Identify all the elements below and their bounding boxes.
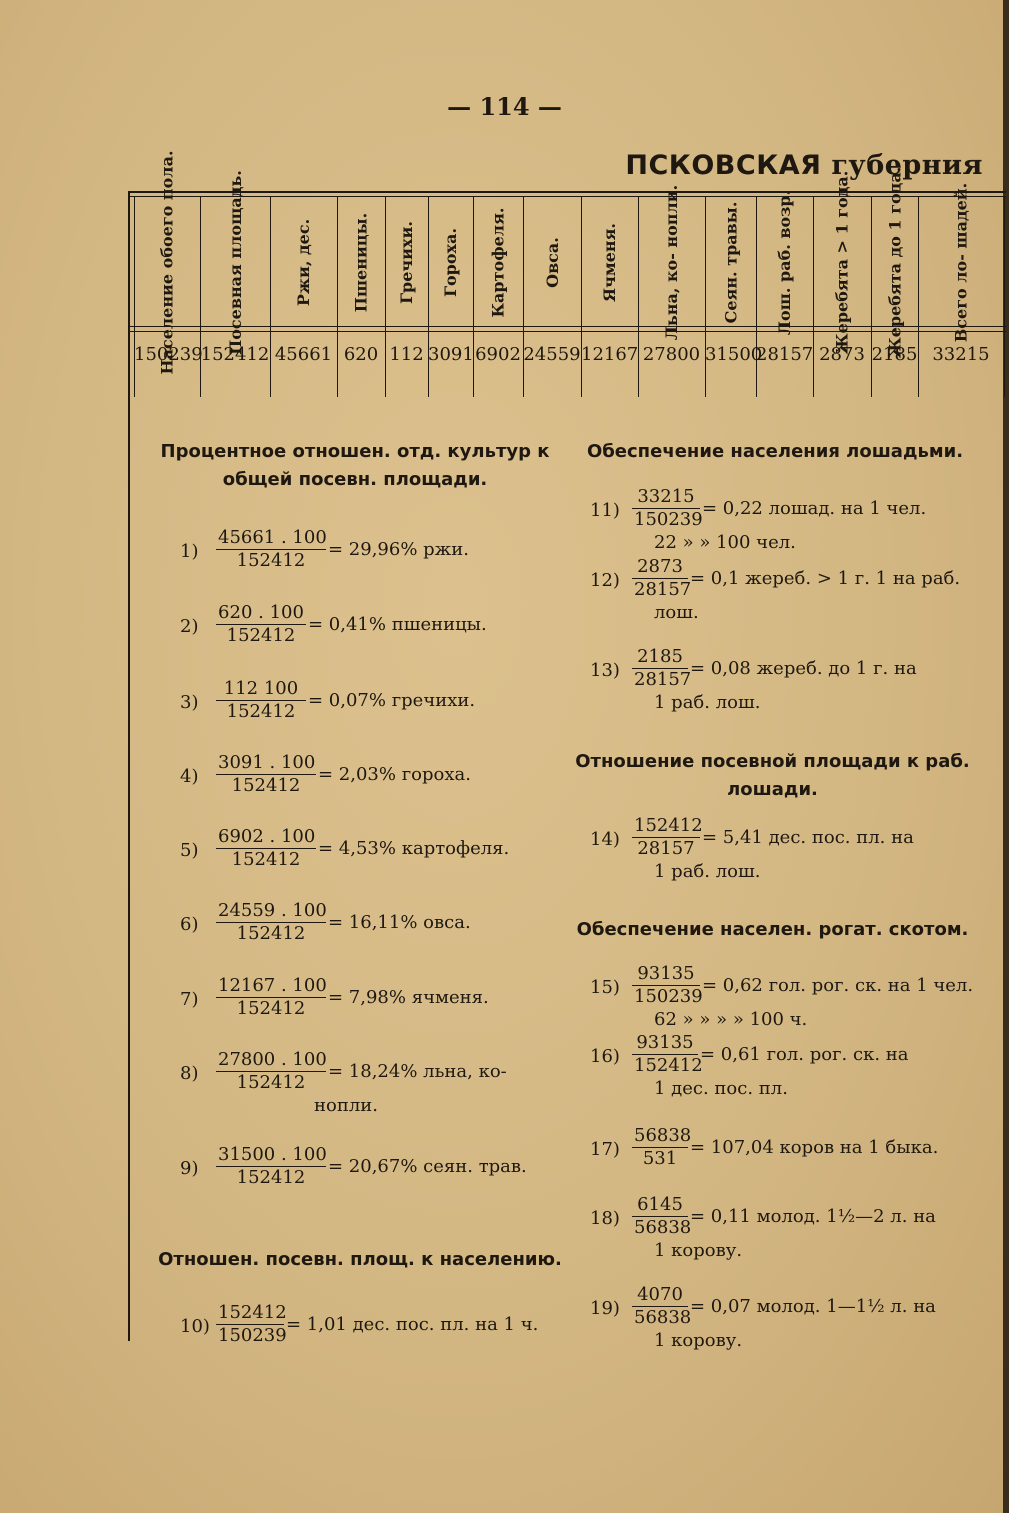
formula-result-continued: нопли. [314,1095,378,1116]
table-value-cell: 152412 [200,344,270,365]
fraction-numerator: 33215 [632,486,700,509]
fraction-denominator: 152412 [226,625,296,646]
table-value-cell: 24559 [523,344,581,365]
table-header-cell [385,201,428,323]
table-header-cell [756,189,813,335]
formula-result: = 2,03% гороха. [318,764,471,785]
formula-result-continued: 1 раб. лош. [654,861,761,882]
fraction-numerator: 152412 [218,1302,287,1323]
fraction [216,678,306,723]
section-heading-area-per-horse: Отношение посевной площади к раб. лошади. [575,751,970,800]
fraction [216,1302,287,1347]
province-suffix: губерния [831,150,983,181]
fraction-numerator: 93135 [632,1032,698,1055]
fraction [216,527,326,572]
table-value-cell: 6902 [475,344,521,365]
table-rule [128,191,1006,193]
formula-number: 19) [590,1298,620,1319]
fraction-denominator: 28157 [634,669,692,690]
table-header-label: Гречихи. [397,220,416,304]
formula-result: = 0,22 лошад. на 1 чел. [702,498,927,519]
fraction-numerator: 2873 [632,556,688,579]
page-number: — 114 — [447,92,562,121]
table-rule [128,196,1006,197]
table-header-label: Ячменя. [600,222,619,302]
table-header-cell [428,201,473,323]
table-header-cell [337,201,385,323]
table-header-cell [918,182,1004,342]
formula-result: = 20,67% сеян. трав. [328,1156,527,1177]
table-header-label: Жеребята до 1 года. [885,166,905,358]
formula-number: 3) [180,692,199,713]
table-header-cell [638,184,705,340]
fraction-numerator: 620 . 100 [216,602,306,625]
table-header-cell [705,201,756,323]
fraction-numerator: 27800 . 100 [218,1049,327,1070]
formula-number: 10) [180,1316,210,1337]
table-value-cell: 28157 [756,344,814,365]
table-rule [128,326,1006,327]
table-header-cell [270,201,337,323]
fraction [216,1144,326,1189]
table-column-rule [1004,197,1005,397]
table-header-label: Ржи, дес. [294,218,314,306]
formula-result: = 107,04 коров на 1 быка. [690,1137,939,1158]
fraction-numerator: 2185 [632,646,688,669]
formula-result: = 4,53% картофеля. [318,838,510,859]
table-value-cell: 45661 [274,344,333,365]
formula-result: = 29,96% ржи. [328,539,469,560]
table-header-cell [523,201,581,323]
province-title [625,150,983,181]
formula-result: = 18,24% льна, ко- [328,1061,507,1082]
formula-result-continued: 1 корову. [654,1240,743,1261]
fraction-denominator: 28157 [637,838,695,859]
fraction-numerator: 31500 . 100 [218,1144,327,1165]
table-value-cell: 150239 [134,344,203,365]
fraction-numerator: 12167 . 100 [218,975,327,996]
fraction-denominator: 152412 [236,550,306,571]
fraction-numerator: 6902 . 100 [218,826,316,847]
table-header-label: Жеребята > 1 года. [832,170,852,354]
table-value-cell: 112 [389,344,424,365]
fraction-numerator: 45661 . 100 [218,527,327,548]
fraction [632,1284,692,1329]
fraction-numerator: 3091 . 100 [218,752,316,773]
fraction-denominator: 152412 [226,701,296,722]
formula-result-continued: 1 корову. [654,1330,743,1351]
formula-result-continued: 62 » » » » 100 ч. [654,1009,808,1030]
fraction [632,646,692,691]
fraction-denominator: 152412 [236,923,306,944]
formula-result: = 0,41% пшеницы. [308,614,487,635]
formula-result-continued: лош. [654,602,699,623]
fraction-denominator: 150239 [634,509,703,530]
fraction-numerator: 152412 [634,815,703,836]
formula-number: 16) [590,1046,620,1067]
fraction-numerator: 4070 [632,1284,688,1307]
table-header-label: Всего ло- шадей. [951,182,971,342]
table-value-cell: 2873 [819,344,865,365]
fraction-numerator: 6145 [632,1194,688,1217]
formula-result: = 0,1 жереб. > 1 г. 1 на раб. [690,568,961,589]
formula-result: = 0,61 гол. рог. ск. на [700,1044,909,1065]
section-heading-horses: Обеспечение населения лошадьми. [586,441,964,462]
table-header-label: Пшеницы. [351,212,371,312]
section-heading-population: Отношен. посевн. площ. к населению. [158,1249,562,1270]
formula-number: 6) [180,914,199,935]
table-value-cell: 620 [343,344,379,365]
fraction [216,1049,326,1094]
fraction [632,486,703,531]
fraction-denominator: 152412 [236,998,306,1019]
fraction [632,556,692,601]
formula-number: 12) [590,570,620,591]
formula-result-continued: 1 раб. лош. [654,692,761,713]
formula-result: = 0,07 молод. 1—1½ л. на [690,1296,936,1317]
table-header-cell [813,170,871,354]
fraction [216,975,326,1020]
fraction [632,963,703,1008]
formula-result-continued: 1 дес. пос. пл. [654,1078,788,1099]
fraction-numerator: 112 100 [216,678,306,701]
formula-number: 13) [590,660,620,681]
formula-number: 17) [590,1139,620,1160]
fraction-numerator: 24559 . 100 [218,900,327,921]
formula-number: 8) [180,1063,199,1084]
table-header-label: Лош. раб. возр. [775,189,794,335]
formula-result: = 16,11% овса. [328,912,471,933]
formula-result: = 0,08 жереб. до 1 г. на [690,658,917,679]
fraction-denominator: 152412 [236,1167,306,1188]
fraction-denominator: 152412 [231,775,301,796]
section-heading-percent: Процентное отношен. отд. культур к общей посевн. площади. [160,441,550,490]
fraction-numerator: 56838 [634,1125,692,1146]
table-value-cell: 31500 [705,344,763,365]
formula-number: 7) [180,989,199,1010]
formula-result: = 1,01 дес. пос. пл. на 1 ч. [286,1314,539,1335]
table-header-label: Гороха. [441,227,460,297]
fraction-denominator: 56838 [634,1217,692,1238]
formula-result: = 0,62 гол. рог. ск. на 1 чел. [702,975,974,996]
table-value-cell: 2185 [871,344,918,365]
fraction-denominator: 150239 [218,1325,287,1346]
formula-number: 1) [180,541,199,562]
fraction [216,752,316,797]
fraction [632,1194,692,1239]
fraction-denominator: 28157 [634,579,692,600]
fraction [632,1032,703,1077]
fraction [632,1125,692,1170]
table-header-label: Посевная площадь. [225,169,245,355]
formula-number: 4) [180,766,199,787]
table-header-label: Сеян. травы. [721,201,740,323]
table-rule [128,331,1006,332]
fraction-denominator: 152412 [634,1055,703,1076]
fraction [632,815,703,860]
formula-number: 14) [590,829,620,850]
fraction-denominator: 531 [642,1148,678,1169]
formula-result-continued: 22 » » 100 чел. [654,532,796,553]
table-header-cell [581,201,638,323]
formula-number: 2) [180,616,199,637]
formula-result: = 5,41 дес. пос. пл. на [702,827,914,848]
fraction-denominator: 56838 [634,1307,692,1328]
table-header-label: Население обоего пола. [157,149,177,375]
table-header-label: Картофеля. [488,207,508,317]
formula-number: 15) [590,977,620,998]
formula-number: 18) [590,1208,620,1229]
fraction-numerator: 93135 [632,963,700,986]
fraction [216,900,326,945]
table-header-cell [473,201,523,323]
province-name: ПСКОВСКАЯ [625,150,822,181]
formula-result: = 0,07% гречихи. [308,690,476,711]
fraction [216,602,306,647]
table-value-cell: 33215 [932,344,990,365]
table-value-cell: 3091 [428,344,474,365]
table-value-cell: 27800 [642,344,701,365]
section-heading-cattle: Обеспечение населен. рогат. скотом. [576,919,969,940]
table-header-label: Овса. [542,236,562,288]
fraction-denominator: 152412 [231,849,301,870]
formula-number: 9) [180,1158,199,1179]
fraction [216,826,316,871]
formula-result: = 0,11 молод. 1½—2 л. на [690,1206,936,1227]
fraction-denominator: 152412 [236,1072,306,1093]
formula-number: 5) [180,840,199,861]
table-value-cell: 12167 [581,344,639,365]
table-header-label: Льна, ко- нопли. [662,184,682,340]
fraction-denominator: 150239 [634,986,703,1007]
formula-result: = 7,98% ячменя. [328,987,489,1008]
formula-number: 11) [590,500,620,521]
